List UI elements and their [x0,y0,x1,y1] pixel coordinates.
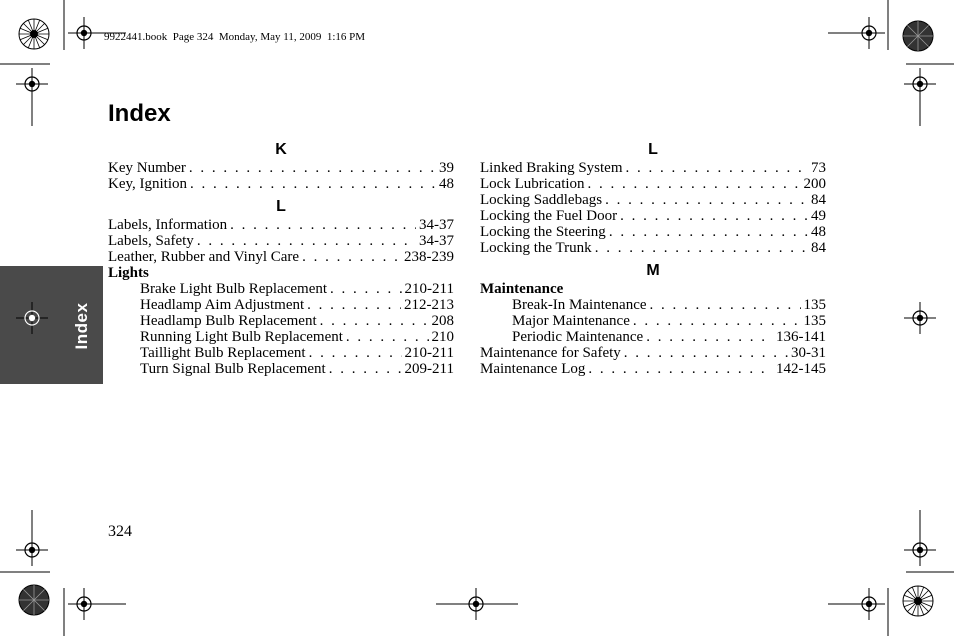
side-tab-label: Index [72,302,91,350]
page-title: Index [108,100,171,127]
index-entry: Maintenance Log . . . 142-145 [480,361,826,377]
index-entry: Locking the Trunk . . . 84 [480,240,826,256]
index-subentry: Taillight Bulb Replacement . . . 210-211 [108,345,454,361]
index-entry: Leather, Rubber and Vinyl Care . . . 238-239 [108,249,454,265]
section-letter: M [646,262,660,279]
index-subentry: Major Maintenance . . . 135 [480,313,826,329]
section-letter: L [276,198,286,215]
index-subentry: Periodic Maintenance . . . 136-141 [480,329,826,345]
print-header: 9922441.book Page 324 Monday, May 11, 2009 1:16 PM [104,31,366,43]
page-number: 324 [108,523,132,540]
index-subentry: Running Light Bulb Replacement . . . 210 [108,329,454,345]
index-entry: Labels, Information . . . 34-37 [108,217,454,233]
section-letter: L [648,141,658,158]
index-group-heading: Maintenance [480,281,564,297]
section-letter: K [275,141,287,158]
index-group-heading: Lights [108,265,149,281]
index-entry: Labels, Safety . . . 34-37 [108,233,454,249]
index-entry: Linked Braking System . . . 73 [480,160,826,176]
index-entry: Locking the Steering . . . 48 [480,224,826,240]
index-subentry: Headlamp Bulb Replacement . . . 208 [108,313,454,329]
index-entry: Key, Ignition . . . 48 [108,176,454,192]
index-entry: Maintenance for Safety . . . 30-31 [480,345,826,361]
index-entry: Key Number . . . 39 [108,160,454,176]
index-entry: Locking Saddlebags . . . 84 [480,192,826,208]
index-subentry: Break-In Maintenance . . . 135 [480,297,826,313]
index-subentry: Headlamp Aim Adjustment . . . 212-213 [108,297,454,313]
index-subentry: Brake Light Bulb Replacement . . . 210-211 [108,281,454,297]
index-entry: Lock Lubrication . . . 200 [480,176,826,192]
index-subentry: Turn Signal Bulb Replacement . . . 209-211 [108,361,454,377]
index-entry: Locking the Fuel Door . . . 49 [480,208,826,224]
